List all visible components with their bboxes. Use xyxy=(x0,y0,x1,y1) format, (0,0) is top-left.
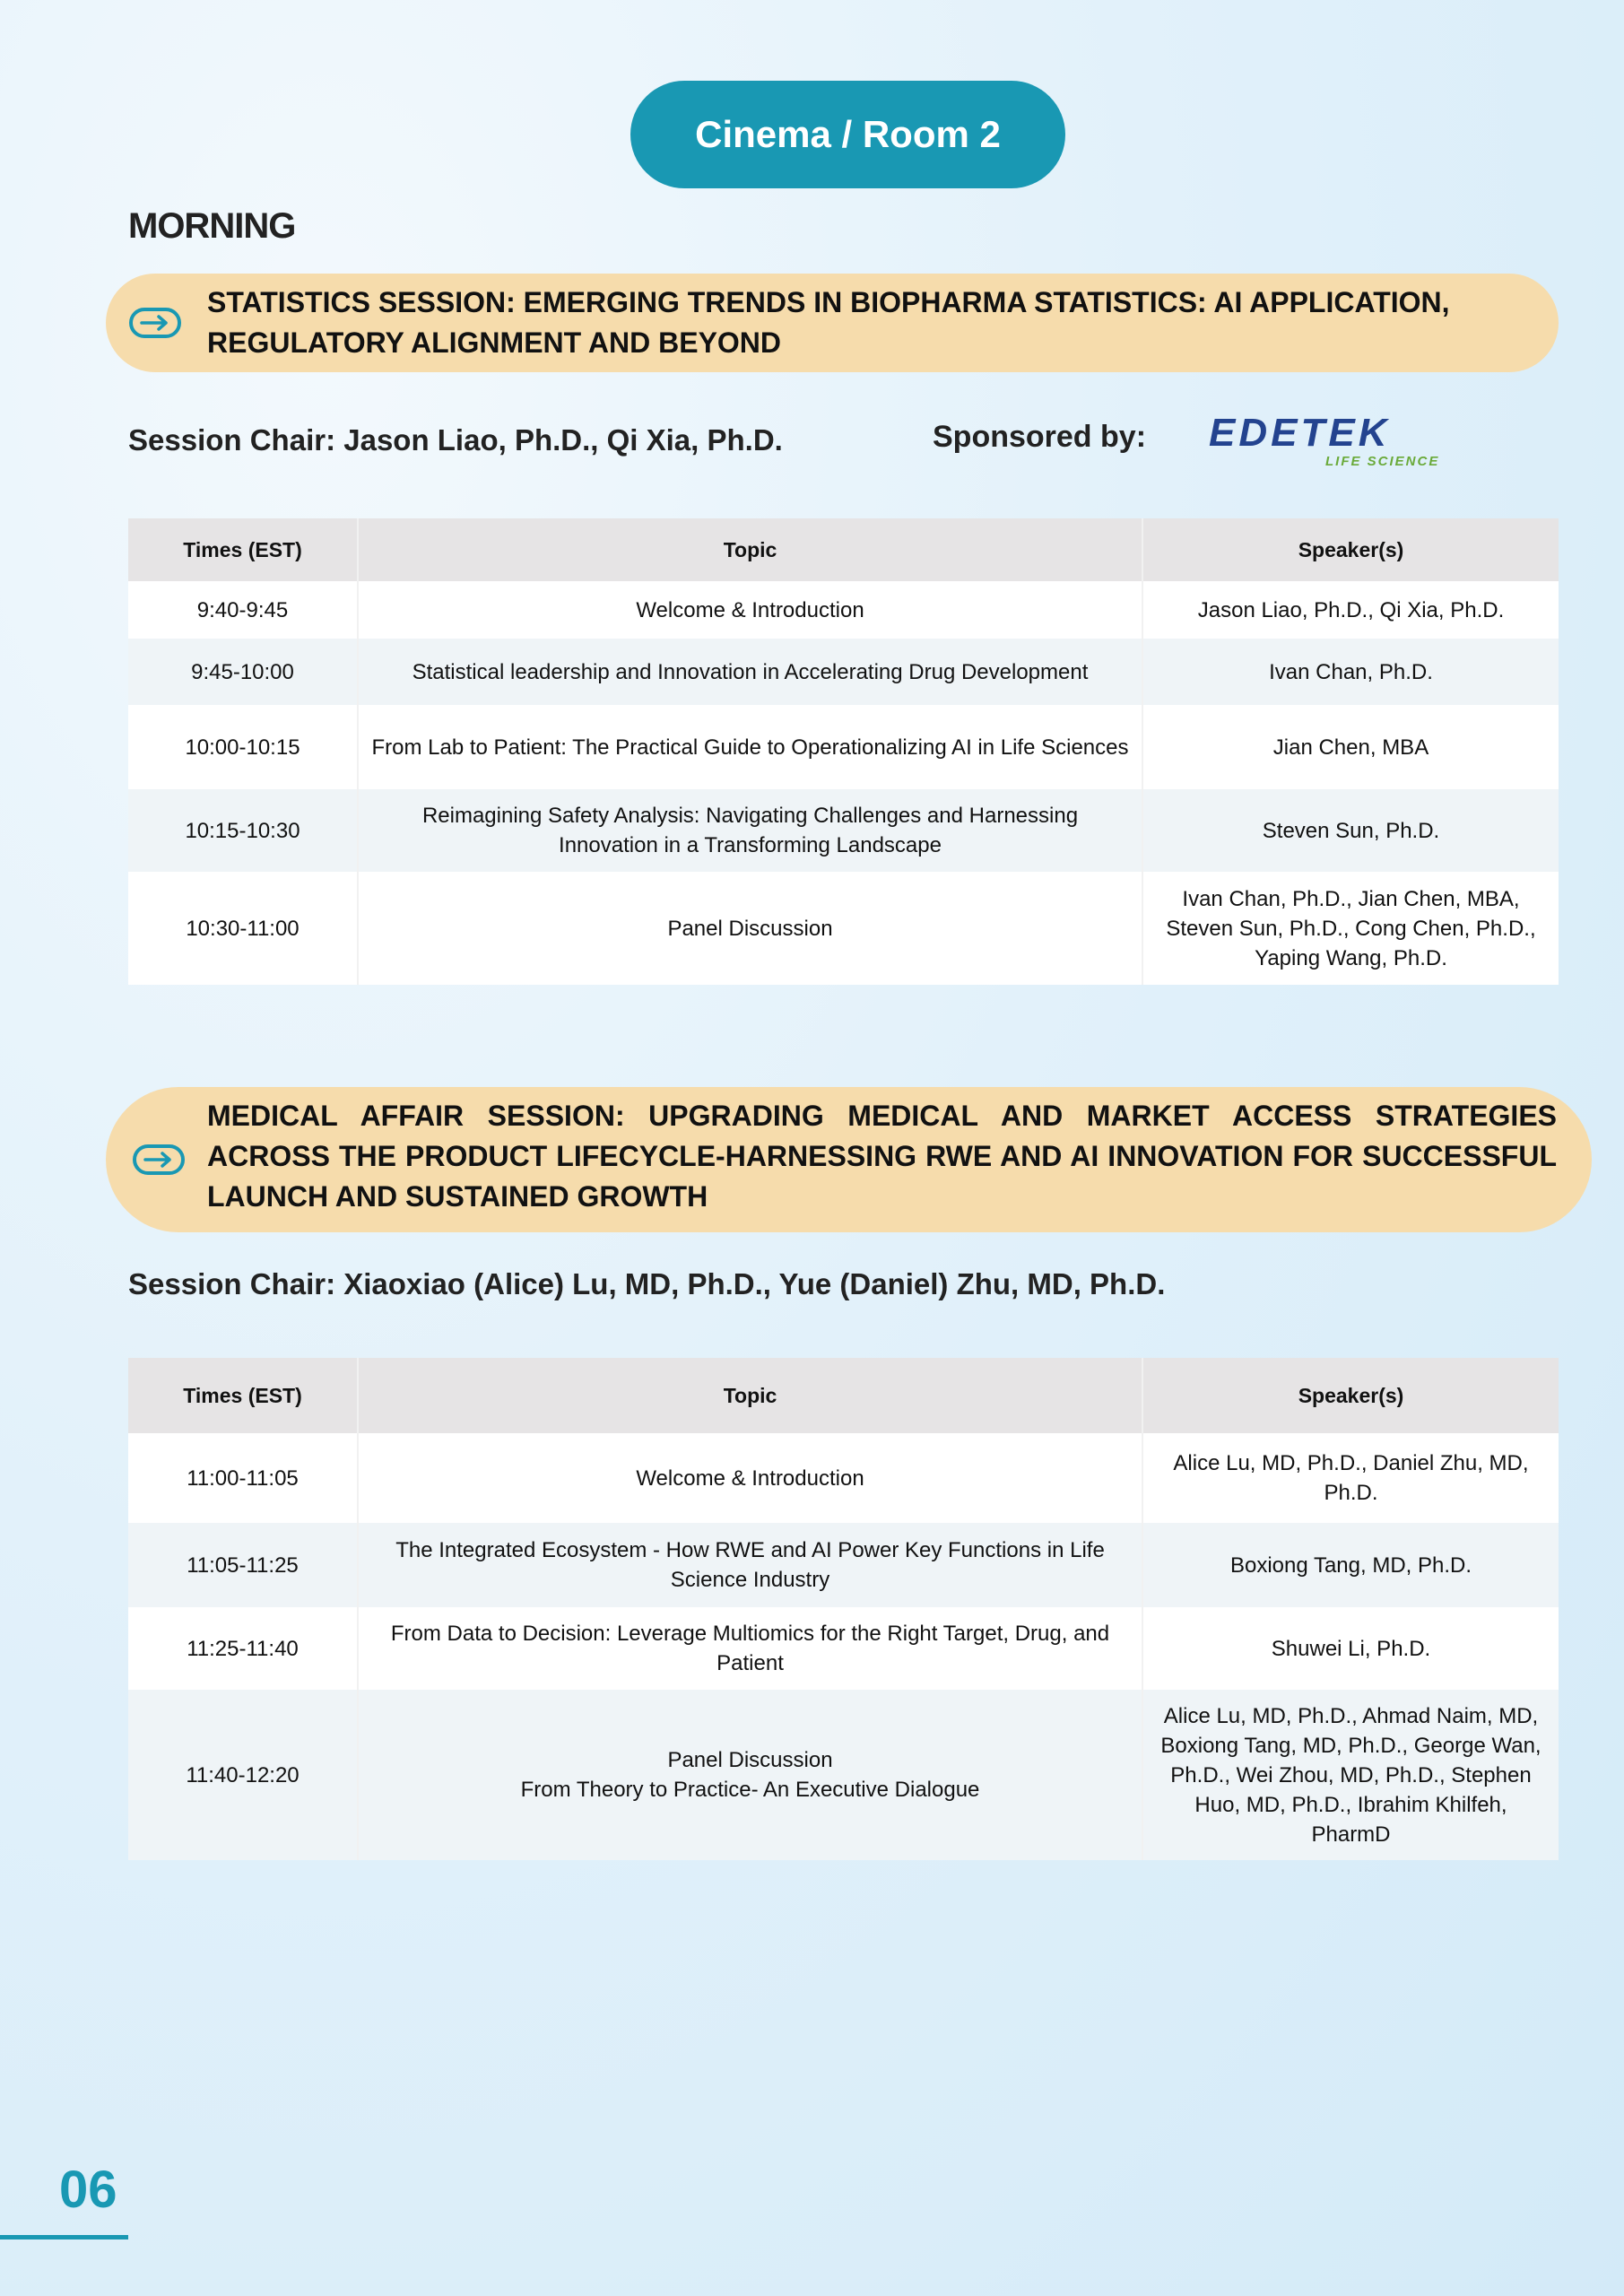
row-speaker: Alice Lu, MD, Ph.D., Ahmad Naim, MD, Boxiong Tang, MD, Ph.D., George Wan, Ph.D., Wei Zhou, MD, Ph.D., Stephen Huo, MD, Ph.D., Ibrahim Khilfeh, PharmD xyxy=(1142,1690,1559,1860)
table-row xyxy=(128,789,1559,872)
header-topic: Topic xyxy=(358,518,1142,581)
session-chair: Session Chair: Xiaoxiao (Alice) Lu, MD, Ph.D., Yue (Daniel) Zhu, MD, Ph.D. xyxy=(128,1267,1166,1300)
table-row xyxy=(128,705,1559,789)
header-times: Times (EST) xyxy=(128,1358,358,1433)
row-speaker: Steven Sun, Ph.D. xyxy=(1142,789,1559,872)
row-time: 10:15-10:30 xyxy=(128,789,358,872)
session-chair: Session Chair: Jason Liao, Ph.D., Qi Xia, Ph.D. xyxy=(128,423,783,457)
logo-text: EDETEK xyxy=(1209,411,1391,455)
row-speaker: Shuwei Li, Ph.D. xyxy=(1142,1607,1559,1690)
table-header-row xyxy=(128,1358,1559,1433)
session-banner-statistics xyxy=(106,274,1559,372)
row-topic: From Data to Decision: Leverage Multiomics for the Right Target, Drug, and Patient xyxy=(358,1607,1142,1690)
row-time: 9:40-9:45 xyxy=(128,581,358,639)
row-time: 11:00-11:05 xyxy=(128,1433,358,1523)
table-row xyxy=(128,1607,1559,1690)
row-topic: From Lab to Patient: The Practical Guide to Operationalizing AI in Life Sciences xyxy=(358,705,1142,789)
table-row xyxy=(128,1690,1559,1860)
row-topic xyxy=(358,1690,1142,1860)
row-time: 11:05-11:25 xyxy=(128,1523,358,1607)
row-speaker: Ivan Chan, Ph.D. xyxy=(1142,639,1559,705)
arrow-right-icon xyxy=(129,308,181,338)
row-time: 11:40-12:20 xyxy=(128,1690,358,1860)
row-speaker: Boxiong Tang, MD, Ph.D. xyxy=(1142,1523,1559,1607)
header-speakers: Speaker(s) xyxy=(1142,1358,1559,1433)
table-row xyxy=(128,872,1559,985)
row-topic: Statistical leadership and Innovation in Accelerating Drug Development xyxy=(358,639,1142,705)
row-speaker: Alice Lu, MD, Ph.D., Daniel Zhu, MD, Ph.D. xyxy=(1142,1433,1559,1523)
session-title: STATISTICS SESSION: EMERGING TRENDS IN BIOPHARMA STATISTICS: AI APPLICATION, REGULATORY ALIGNMENT AND BEYOND xyxy=(207,286,1450,359)
table-row xyxy=(128,639,1559,705)
header-topic: Topic xyxy=(358,1358,1142,1433)
header-speakers: Speaker(s) xyxy=(1142,518,1559,581)
logo-subtext: LIFE SCIENCE xyxy=(1325,454,1440,469)
row-speaker: Jian Chen, MBA xyxy=(1142,705,1559,789)
row-topic: Welcome & Introduction xyxy=(358,1433,1142,1523)
row-topic-line1: Panel Discussion xyxy=(667,1748,833,1772)
session-title: MEDICAL AFFAIR SESSION: UPGRADING MEDICAL AND MARKET ACCESS STRATEGIES ACROSS THE PRODUCT LIFECYCLE-HARNESSING RWE AND AI INNOVATION FOR SUCCESSFUL LAUNCH AND SUSTAINED GROWTH xyxy=(207,1100,1557,1213)
row-time: 10:00-10:15 xyxy=(128,705,358,789)
session-banner-medical-affair xyxy=(106,1087,1592,1232)
sponsor-label: Sponsored by: xyxy=(933,420,1147,454)
row-topic: Reimagining Safety Analysis: Navigating Challenges and Harnessing Innovation in a Transforming Landscape xyxy=(358,789,1142,872)
row-topic-line2: From Theory to Practice- An Executive Dialogue xyxy=(520,1778,980,1802)
period-heading: MORNING xyxy=(128,206,296,246)
row-time: 11:25-11:40 xyxy=(128,1607,358,1690)
page-number-underline xyxy=(0,2235,128,2239)
room-title: Cinema / Room 2 xyxy=(630,81,1065,188)
row-time: 10:30-11:00 xyxy=(128,872,358,985)
table-header-row xyxy=(128,518,1559,581)
agenda-table-medical-affair xyxy=(128,1358,1559,1860)
agenda-table-statistics xyxy=(128,518,1559,985)
row-speaker: Jason Liao, Ph.D., Qi Xia, Ph.D. xyxy=(1142,581,1559,639)
header-times: Times (EST) xyxy=(128,518,358,581)
row-topic: The Integrated Ecosystem - How RWE and AI Power Key Functions in Life Science Industry xyxy=(358,1523,1142,1607)
table-row xyxy=(128,1523,1559,1607)
arrow-right-icon xyxy=(133,1144,185,1175)
row-topic: Welcome & Introduction xyxy=(358,581,1142,639)
edetek-logo xyxy=(1202,408,1489,471)
page-number: 06 xyxy=(59,2161,117,2219)
table-row xyxy=(128,581,1559,639)
table-row xyxy=(128,1433,1559,1523)
row-time: 9:45-10:00 xyxy=(128,639,358,705)
row-topic: Panel Discussion xyxy=(358,872,1142,985)
row-speaker: Ivan Chan, Ph.D., Jian Chen, MBA, Steven Sun, Ph.D., Cong Chen, Ph.D., Yaping Wang, Ph.D. xyxy=(1142,872,1559,985)
